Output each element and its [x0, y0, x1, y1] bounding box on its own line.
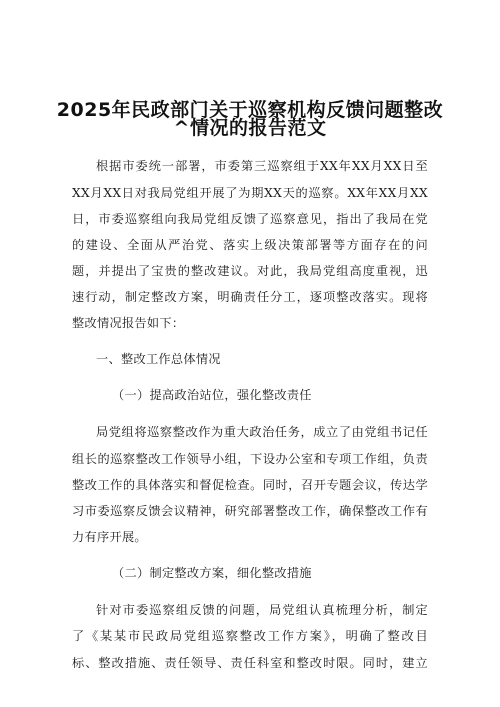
paragraph-line: 题，并提出了宝贵的整改建议。对此，我局党组高度重视，迅	[72, 264, 428, 278]
paragraph-line: 组长的巡察整改工作领导小组，下设办公室和专项工作组，负责	[72, 452, 428, 466]
paragraph-line: 针对市委巡察组反馈的问题，局党组认真梳理分析，制定	[96, 603, 428, 617]
paragraph-line: 局党组将巡察整改作为重大政治任务，成立了由党组书记任	[96, 425, 428, 439]
section-heading: 一、整改工作总体情况	[96, 352, 221, 366]
document-title-line-2: ^情况的报告范文	[173, 117, 327, 139]
paragraph-line: 整改情况报告如下：	[72, 316, 185, 330]
subsection-heading: （二）制定整改方案，细化整改措施	[112, 566, 312, 580]
paragraph-line: 整改工作的具体落实和督促检查。同时，召开专题会议，传达学	[72, 478, 428, 492]
paragraph-line: 日，市委巡察组向我局党组反馈了巡察意见，指出了我局在党	[72, 212, 428, 226]
paragraph-line: 了《某某市民政局党组巡察整改工作方案》，明确了整改目	[72, 629, 428, 643]
paragraph-line: XX月XX日对我局党组开展了为期XX天的巡察。XX年XX月XX	[72, 186, 428, 200]
paragraph-line: 标、整改措施、责任领导、责任科室和整改时限。同时，建立	[72, 656, 428, 670]
paragraph-line: 根据市委统一部署，市委第三巡察组于XX年XX月XX日至	[96, 159, 428, 173]
document-title-line-1: 2025年民政部门关于巡察机构反馈问题整改	[56, 99, 444, 121]
paragraph-line: 的建设、全面从严治党、落实上级决策部署等方面存在的问	[72, 238, 428, 252]
paragraph-line: 力有序开展。	[72, 530, 147, 544]
paragraph-line: 速行动，制定整改方案，明确责任分工，逐项整改落实。现将	[72, 290, 428, 304]
subsection-heading: （一）提高政治站位，强化整改责任	[112, 388, 312, 402]
paragraph-line: 习市委巡察反馈会议精神，研究部署整改工作，确保整改工作有	[72, 504, 428, 518]
